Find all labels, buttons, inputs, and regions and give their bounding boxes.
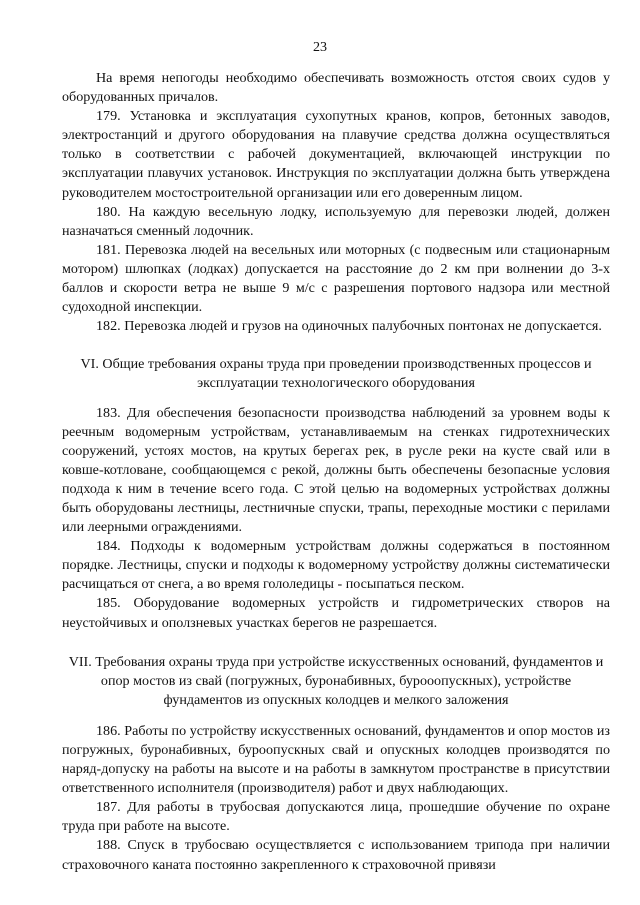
paragraph-186: 186. Работы по устройству искусственных оснований, фундаментов и опор мостов из погружных, буронабивных, буроопускных свай и опускных колодцев производятся по наряд-допуску на работы на высоте и на работы в замкнутом пространстве в присутствии ответственного исполнителя (производителя) работ и двух наблюдающих.	[62, 722, 610, 797]
section-gap	[62, 633, 610, 653]
paragraph-185: 185. Оборудование водомерных устройств и гидрометрических створов на неустойчивых и оползневых участках берегов не разрешается.	[62, 595, 610, 631]
page-number: 23	[312, 39, 328, 55]
section-gap	[62, 394, 610, 404]
paragraph-182: 182. Перевозка людей и грузов на одиночных палубочных понтонах не допускается.	[96, 318, 602, 335]
paragraph-187: 187. Для работы в трубосвая допускаются лица, прошедшие обучение по охране труда при работе на высоте.	[62, 799, 610, 835]
document-body	[62, 69, 610, 875]
section-gap	[62, 710, 610, 722]
paragraph-188: 188. Спуск в трубосваю осуществляется с использованием трипода при наличии страховочного каната постоянно закрепленного к страховочной привязи	[62, 837, 610, 873]
paragraph-179: 179. Установка и эксплуатация сухопутных кранов, копров, бетонных заводов, электростанций и другого оборудования на плавучие средства должна осуществляться только в соответствии с рабочей документацией, включающей инструкции по эксплуатации плавучих установок. Инструкция по эксплуатации должна быть утверждена руководителем мостостроительной организации или его доверенным лицом.	[62, 108, 610, 201]
paragraph-weather-mooring: На время непогоды необходимо обеспечивать возможность отстоя своих судов у оборудованных причалов.	[62, 70, 610, 106]
paragraph-180: 180. На каждую весельную лодку, используемую для перевозки людей, должен назначаться сменный лодочник.	[62, 203, 610, 239]
paragraph-183: 183. Для обеспечения безопасности производства наблюдений за уровнем воды к реечным водомерным устройствам, устанавливаемым на стенках гидротехнических сооружений, устоях мостов, на крутых берегах рек, в русле реки на кусте свай или в ковше-котловане, сообщающемся с рекой, должны быть обеспечены безопасные условия подхода к ним в течение всего года. С этой целью на водомерных устройствах должны быть оборудованы лестницы, лестничные спуски, трапы, переходные мостики с перилами или леерными ограждениями.	[62, 404, 610, 536]
paragraph-181: 181. Перевозка людей на весельных или моторных (с подвесным или стационарным мотором) шлюпках (лодках) допускается на расстояние до 2 км при волнении до 3-х баллов и скорости ветра не выше 9 м/с с разрешения портового надзора или местной судоходной инспекции.	[62, 241, 610, 316]
section-heading-vi: VI. Общие требования охраны труда при проведении производственных процессов и эксплуатации технологического оборудования	[80, 356, 592, 392]
section-heading-vii: VII. Требования охраны труда при устройстве искусственных оснований, фундаментов и опор мостов из свай (погружных, буронабивных, бурооопускных), устройстве фундаментов из опускных колодцев и мелкого заложения	[68, 653, 604, 708]
section-gap	[62, 336, 610, 355]
paragraph-184: 184. Подходы к водомерным устройствам должны содержаться в постоянном порядке. Лестницы, спуски и подходы к водомерному устройству должны систематически расчищаться от снега, а во время гололедицы - посыпаться песком.	[62, 538, 610, 593]
